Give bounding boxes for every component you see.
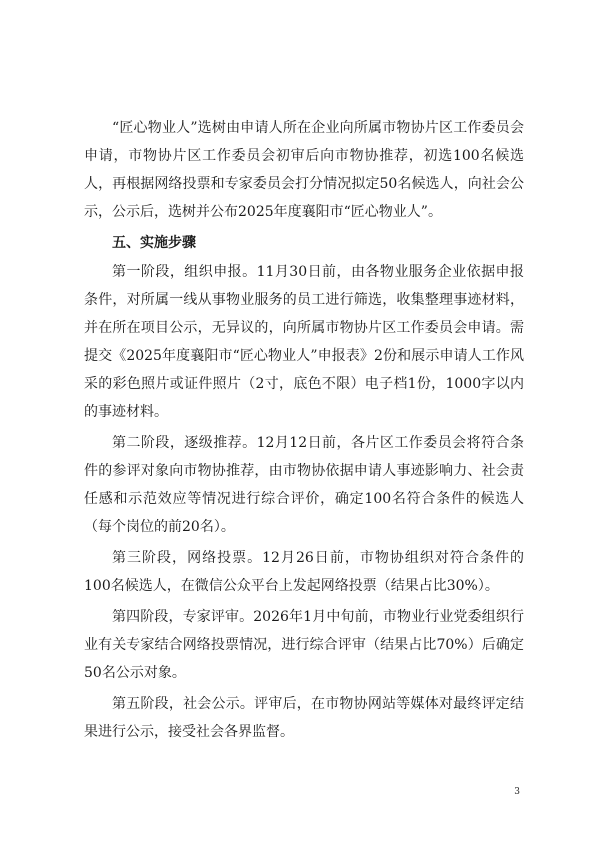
section-heading-implementation-steps: 五、实施步骤: [112, 235, 196, 251]
paragraph-stage-one: 第一阶段，组织申报。11月30日前，由各物业服务企业依据申报条件，对所属一线从事物业服务的员工进行筛选，收集整理事迹材料，并在所在项目公示，无异议的，向所属市物协片区工作委员会申请。需提交《2025年度襄阳市“匠心物业人”申报表》2份和展示申请人工作风采的彩色照片或证件照片（2寸，底色不限）电子档1份，1000字以内的事迹材料。: [84, 264, 524, 420]
paragraph-intro: “匠心物业人”选树由申请人所在企业向所属市物协片区工作委员会申请，市物协片区工作委员会初审后向市物协推荐，初选100名候选人，再根据网络投票和专家委员会打分情况拟定50名候选人，向社会公示，公示后，选树并公布2025年度襄阳市“匠心物业人”。: [84, 120, 524, 220]
paragraph-stage-two: 第二阶段，逐级推荐。12月12日前，各片区工作委员会将符合条件的参评对象向市物协推荐，由市物协依据申请人事迹影响力、社会责任感和示范效应等情况进行综合评价，确定100名符合条件的候选人（每个岗位的前20名）。: [84, 435, 524, 535]
page-number: 3: [514, 787, 520, 797]
paragraph-stage-four: 第四阶段，专家评审。2026年1月中旬前，市物业行业党委组织行业有关专家结合网络投票情况，进行综合评审（结果占比70%）后确定50名公示对象。: [84, 609, 524, 681]
paragraph-stage-five: 第五阶段，社会公示。评审后，在市物协网站等媒体对最终评定结果进行公示，接受社会各界监督。: [84, 696, 524, 740]
paragraph-stage-three: 第三阶段，网络投票。12月26日前，市物协组织对符合条件的100名候选人，在微信公众平台上发起网络投票（结果占比30%）。: [84, 550, 524, 594]
document-body: [84, 114, 524, 749]
